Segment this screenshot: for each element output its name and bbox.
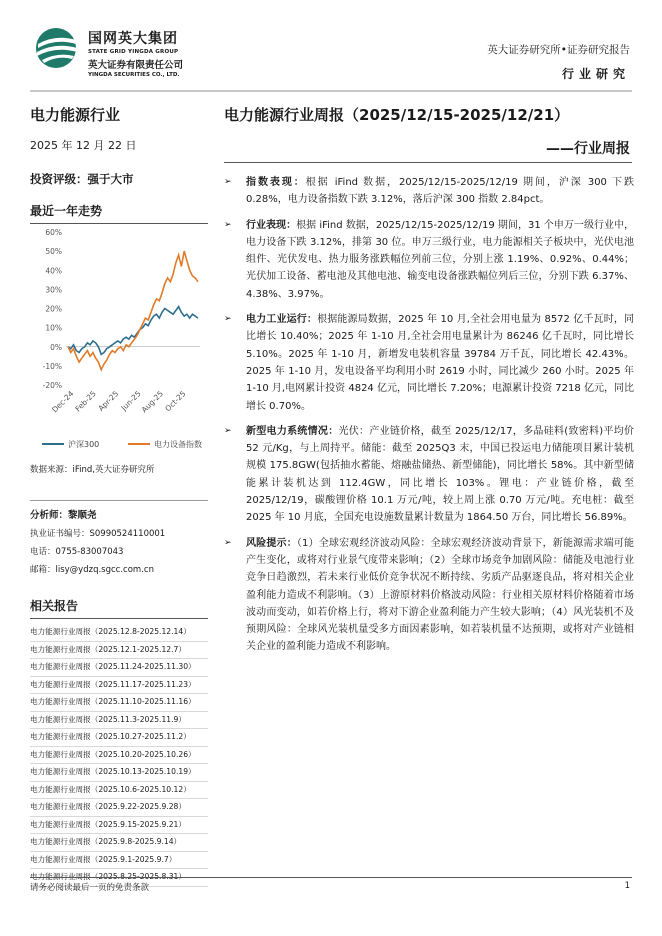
y-tick-label: -20% bbox=[42, 381, 62, 390]
related-report-item[interactable]: 电力能源行业周报（2025.12.8-2025.12.14） bbox=[30, 624, 208, 642]
x-tick-label: Oct-25 bbox=[163, 389, 188, 414]
header-right bbox=[487, 42, 630, 82]
bullet-text: 根据 iFind 数据，2025/12/15-2025/12/19 期间，沪深 300 下跌 0.28%，电力设备指数下跌 3.12%，落后沪深 300 指数 2.84pct。 bbox=[246, 177, 634, 206]
report-date: 2025 年 12 月 22 日 bbox=[30, 139, 137, 152]
x-tick-label: Apr-25 bbox=[96, 389, 121, 413]
related-report-item[interactable]: 电力能源行业周报（2025.10.20-2025.10.26） bbox=[30, 747, 208, 765]
related-reports bbox=[30, 597, 208, 887]
y-tick-label: 40% bbox=[45, 266, 62, 276]
bullet-arrow-icon: ➢ bbox=[224, 537, 232, 548]
chart-source: 数据来源：iFind,英大证券研究所 bbox=[30, 465, 155, 475]
analyst-name: 分析师：黎顺尧 bbox=[30, 510, 97, 521]
series-line-0 bbox=[68, 307, 198, 355]
analyst-divider bbox=[30, 500, 208, 501]
x-tick-label: Jun-25 bbox=[119, 389, 143, 413]
bullet-arrow-icon: ➢ bbox=[224, 177, 232, 187]
bullet-heading: 行业表现： bbox=[246, 219, 297, 231]
related-report-item[interactable]: 电力能源行业周报（2025.12.1-2025.12.7） bbox=[30, 642, 208, 660]
y-tick-label: 60% bbox=[45, 228, 62, 237]
cert-number: 执业证书编号：S0990524110001 bbox=[30, 529, 166, 539]
trend-section bbox=[30, 202, 208, 224]
header-divider bbox=[30, 90, 632, 92]
summary-bullet bbox=[224, 535, 634, 656]
related-report-item[interactable]: 电力能源行业周报（2025.11.17-2025.11.23） bbox=[30, 677, 208, 695]
email[interactable]: 邮箱：lisy@ydzq.sgcc.com.cn bbox=[30, 565, 154, 575]
brand-name-cn: 国网英大集团 bbox=[88, 31, 178, 47]
report-subtitle: ——行业周报 bbox=[546, 141, 630, 157]
related-report-item[interactable]: 电力能源行业周报（2025.11.3-2025.11.9） bbox=[30, 712, 208, 730]
summary-bullet bbox=[224, 311, 634, 415]
y-tick-label: 50% bbox=[45, 247, 62, 257]
state-grid-logo-icon bbox=[34, 26, 82, 70]
bullet-arrow-icon: ➢ bbox=[224, 425, 232, 436]
summary-bullets bbox=[224, 174, 634, 664]
legend-label: 电力设备指数 bbox=[154, 440, 202, 449]
bullet-arrow-icon: ➢ bbox=[224, 314, 232, 325]
bullet-text: （1）全球宏观经济波动风险：全球宏观经济波动背景下，新能源需求端可能产生变化，或将对行业景气度带来影响；（2）全球市场竞争加剧风险：储能及电池行业竞争日趋激烈，若未来行业低价竞争状况不断持续、劣质产品驱逐良品，将对相关企业盈利能力造成不利影响。（3）上游原材料价格波动风险：行业相关原材料价格随着市场波动而变动，如若价格上行，将对下游企业盈利能力产生较大影响；（4）风光装机不及预期风险：全球风光装机量受多方面因素影响，如若装机量不达预期，或将对产业链相关企业的盈利能力造成不利影响。 bbox=[246, 537, 634, 653]
brand-name-en: STATE GRID YINGDA GROUP bbox=[88, 49, 179, 55]
title-divider bbox=[224, 162, 632, 163]
institute-label: 英大证券研究所•证券研究报告 bbox=[487, 44, 630, 56]
company-name-en: YINGDA SECURITIES CO., LTD. bbox=[88, 72, 180, 78]
trend-title: 最近一年走势 bbox=[30, 202, 208, 224]
report-title: 电力能源行业周报（2025/12/15-2025/12/21） bbox=[224, 106, 570, 124]
page-number: 1 bbox=[624, 881, 630, 891]
footer-divider bbox=[30, 877, 632, 878]
series-line-1 bbox=[68, 251, 198, 370]
summary-bullet bbox=[224, 423, 634, 527]
related-report-item[interactable]: 电力能源行业周报（2025.9.15-2025.9.21） bbox=[30, 817, 208, 835]
related-report-item[interactable]: 电力能源行业周报（2025.9.1-2025.9.7） bbox=[30, 852, 208, 870]
company-name-cn: 英大证券有限责任公司 bbox=[88, 60, 184, 71]
related-title: 相关报告 bbox=[30, 597, 208, 619]
related-list bbox=[30, 624, 208, 887]
phone: 电话：0755-83007043 bbox=[30, 547, 124, 557]
y-tick-label: 20% bbox=[45, 304, 62, 314]
summary-bullet bbox=[224, 174, 634, 209]
industry-name: 电力能源行业 bbox=[30, 106, 121, 124]
related-report-item[interactable]: 电力能源行业周报（2025.9.8-2025.9.14） bbox=[30, 834, 208, 852]
bullet-heading: 新型电力系统情况： bbox=[246, 425, 339, 437]
related-report-item[interactable]: 电力能源行业周报（2025.9.22-2025.9.28） bbox=[30, 799, 208, 817]
report-category: 行业研究 bbox=[561, 67, 630, 81]
related-report-item[interactable]: 电力能源行业周报（2025.10.27-2025.11.2） bbox=[30, 729, 208, 747]
investment-rating: 投资评级：强于大市 bbox=[30, 172, 134, 186]
bullet-text: 根据能源局数据，2025 年 10 月,全社会用电量为 8572 亿千瓦时，同比增长 10.40%；2025 年 1-10 月,全社会用电量累计为 86246 亿千瓦时，同比增长 5.10%。2025 年 1-10 月，新增发电装机容量 39784 万千瓦，同比增长 42.43%。2025 年 1-10 月，发电设备平均利用小时 2619 小时，同比减少 260 小时。2025 年 1-10 月,电网累计投资 4824 亿元，同比增长 7.20%；电源累计投资 7218 亿元，同比增长 0.70%。 bbox=[246, 314, 634, 412]
left-sidebar bbox=[30, 104, 208, 187]
related-report-item[interactable]: 电力能源行业周报（2025.10.6-2025.10.12） bbox=[30, 782, 208, 800]
bullet-arrow-icon: ➢ bbox=[224, 219, 232, 230]
x-tick-label: Aug-25 bbox=[139, 389, 166, 415]
summary-bullet bbox=[224, 217, 634, 303]
x-tick-label: Dec-24 bbox=[50, 389, 76, 415]
analyst-block bbox=[30, 500, 208, 581]
disclaimer-note: 请务必阅读最后一页的免责条款 bbox=[30, 883, 150, 893]
bullet-heading: 电力工业运行： bbox=[246, 314, 318, 326]
y-tick-label: 0% bbox=[50, 342, 62, 352]
y-tick-label: -10% bbox=[42, 361, 62, 371]
x-tick-label: Feb-25 bbox=[73, 389, 98, 414]
related-report-item[interactable]: 电力能源行业周报（2025.10.13-2025.10.19） bbox=[30, 764, 208, 782]
y-tick-label: 10% bbox=[45, 323, 62, 333]
legend-label: 沪深300 bbox=[68, 440, 100, 449]
bullet-text: 光伏：产业链价格，截至 2025/12/17，多晶硅料(致密料)平均价 52 元/Kg，与上周持平。储能：截至 2025Q3 末，中国已投运电力储能项目累计装机规模 175.8GW(包括抽水蓄能、熔融盐储热、新型储能)，同比增长 58%。其中新型储能累计装机达到 112.4GW，同比增长 103%。锂电：产业链价格，截至 2025/12/19，碳酸锂价格 10.1 万元/吨，较上周上涨 0.70 万元/吨。充电桩：截至 2025 年 10 月底，全国充电设施数量累计数量为 1864.50 万台，同比增长 56.89%。 bbox=[246, 425, 634, 524]
related-report-item[interactable]: 电力能源行业周报（2025.11.10-2025.11.16） bbox=[30, 694, 208, 712]
bullet-text: 根据 iFind 数据，2025/12/15-2025/12/19 期间，31 个申万一级行业中，电力设备下跌 3.12%，排第 30 位。申万三级行业，电力能源相关子板块中，光伏电池组件、光伏发电、热力服务涨跌幅位列前三位，分别上涨 1.19%、0.92%、0.44%；光伏加工设备、蓄电池及其他电池、输变电设备涨跌幅位列后三位，分别下跌 6.37%、4.38%、3.97%。 bbox=[246, 219, 635, 300]
related-report-item[interactable]: 电力能源行业周报（2025.11.24-2025.11.30） bbox=[30, 659, 208, 677]
trend-chart-svg bbox=[30, 222, 208, 458]
trend-chart bbox=[30, 222, 208, 458]
brand-block bbox=[88, 28, 183, 78]
bullet-heading: 风险提示： bbox=[246, 537, 297, 549]
y-tick-label: 30% bbox=[45, 285, 62, 295]
bullet-heading: 指数表现： bbox=[246, 177, 306, 188]
